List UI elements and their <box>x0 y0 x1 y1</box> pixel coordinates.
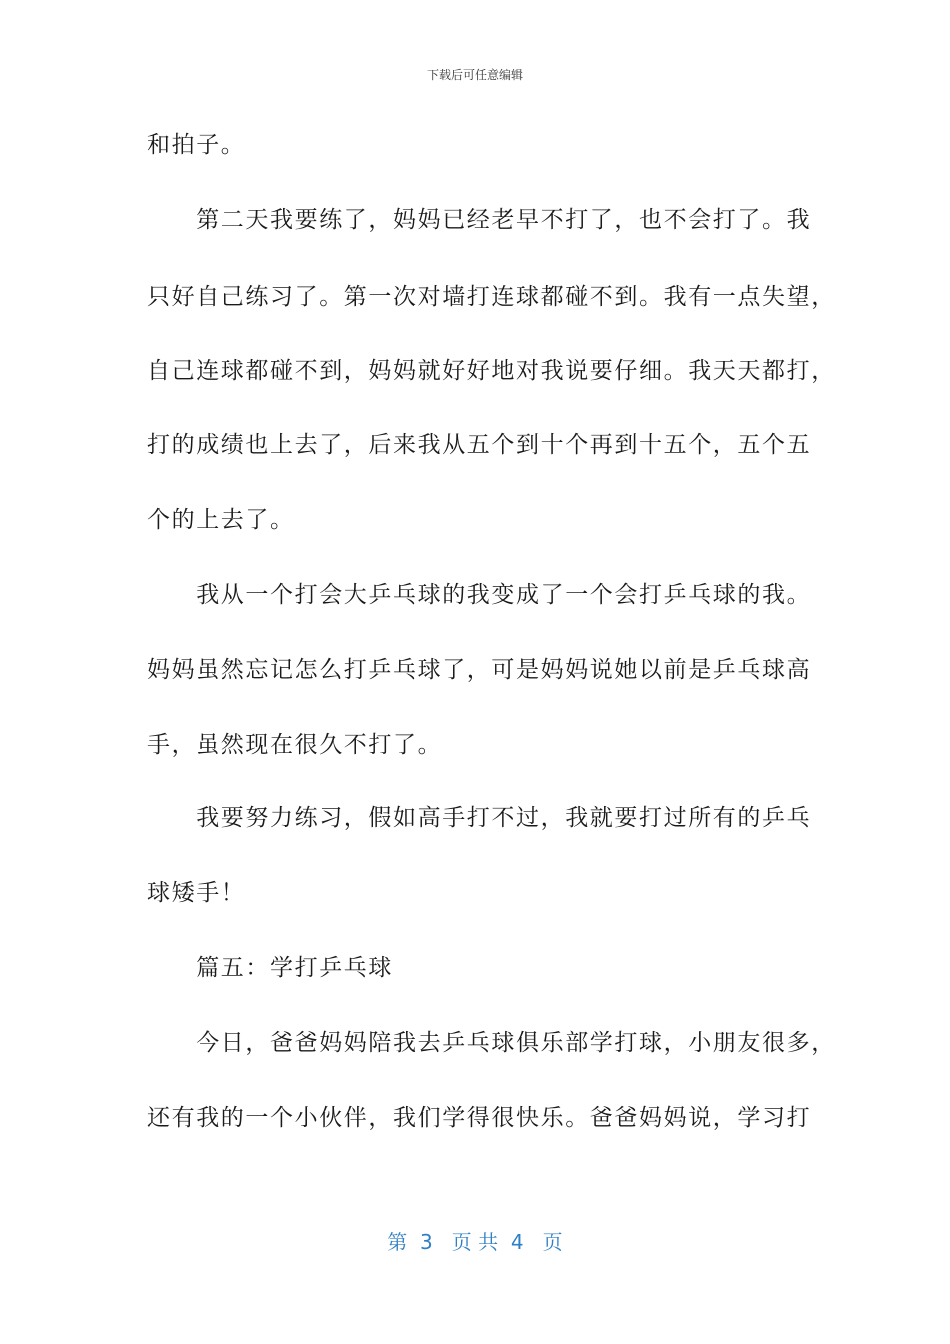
section-heading: 篇五：学打乒乓球 <box>147 955 393 981</box>
body-line: 打的成绩也上去了，后来我从五个到十个再到十五个，五个五 <box>147 432 812 458</box>
body-line: 我从一个打会大乒乓球的我变成了一个会打乒乓球的我。 <box>147 582 812 608</box>
body-line: 手，虽然现在很久不打了。 <box>147 732 443 758</box>
page-number-footer: 第 3 页 共 4 页 <box>387 1230 563 1254</box>
body-line: 自己连球都碰不到，妈妈就好好地对我说要仔细。我天天都打， <box>147 358 836 384</box>
body-line: 妈妈虽然忘记怎么打乒乓球了，可是妈妈说她以前是乒乓球高 <box>147 657 812 683</box>
body-line: 只好自己练习了。第一次对墙打连球都碰不到。我有一点失望， <box>147 284 836 310</box>
body-line: 还有我的一个小伙伴，我们学得很快乐。爸爸妈妈说，学习打 <box>147 1105 812 1131</box>
page-header: 下载后可任意编辑 <box>426 68 523 82</box>
body-line: 第二天我要练了，妈妈已经老早不打了，也不会打了。我 <box>147 207 812 233</box>
body-line: 和拍子。 <box>147 132 246 158</box>
body-line: 我要努力练习，假如高手打不过，我就要打过所有的乒乓 <box>147 805 812 831</box>
body-line: 个的上去了。 <box>147 507 295 533</box>
body-line: 今日，爸爸妈妈陪我去乒乓球俱乐部学打球，小朋友很多， <box>147 1030 836 1056</box>
body-line: 球矮手！ <box>147 880 246 906</box>
